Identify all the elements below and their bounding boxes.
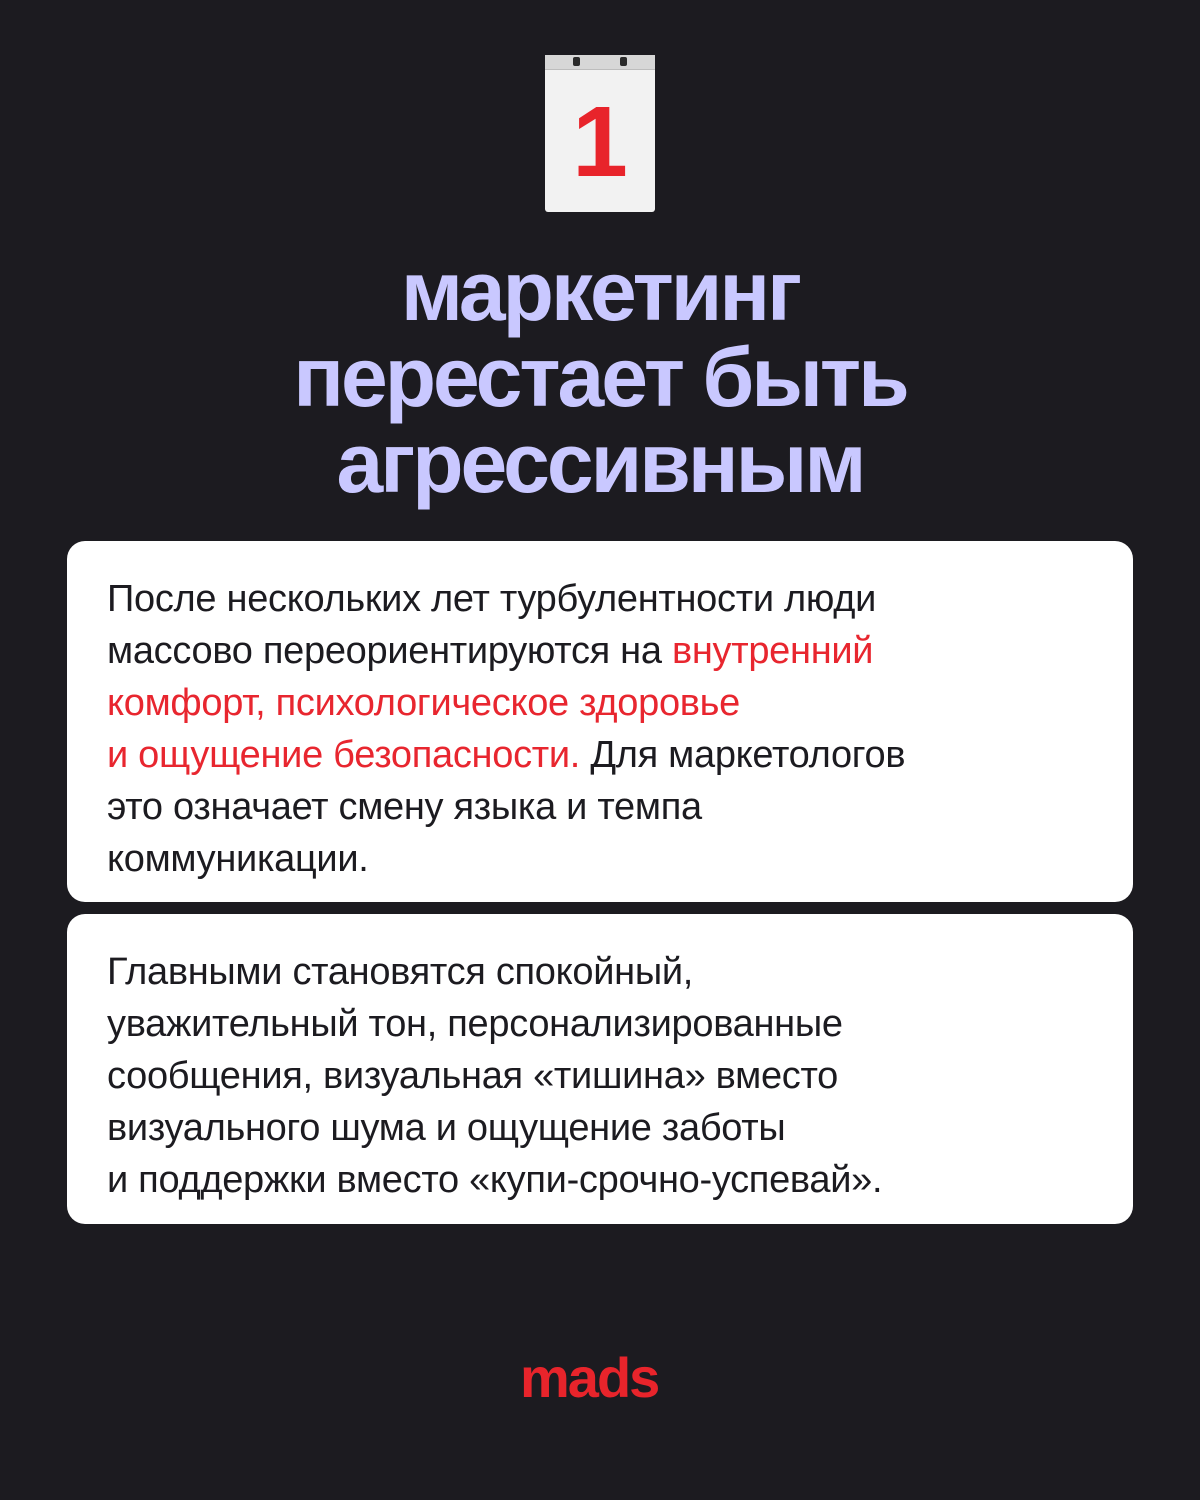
info-card-1-text (107, 573, 1093, 885)
card1-line-4-text: Для маркетологов (580, 734, 906, 776)
calendar-number: 1 (572, 86, 628, 198)
card2-line-4: визуального шума и ощущение заботы (107, 1107, 786, 1149)
card1-line-2-text: массово переориентируются на (107, 630, 672, 672)
brand-logo: mads (520, 1346, 659, 1409)
info-card-2 (67, 914, 1133, 1224)
info-card-1 (67, 541, 1133, 902)
binder-ring-right (620, 57, 627, 66)
headline-line-2: перестает быть (293, 330, 907, 424)
card2-line-5: и поддержки вместо «купи-срочно-успевай». (107, 1159, 883, 1201)
card1-line-6: коммуникации. (107, 838, 369, 880)
binder-ring-left (573, 57, 580, 66)
card1-highlight: внутренний (671, 630, 874, 672)
card1-line-4-highlight: и ощущение безопасности. (107, 734, 581, 776)
card1-line-3-highlight: комфорт, психологическое здоровье (107, 682, 741, 724)
card1-line-1: После нескольких лет турбулентности люди (107, 578, 877, 620)
card2-line-1: Главными становятся спокойный, (107, 951, 694, 993)
card1-line-4 (107, 729, 1093, 781)
headline-line-3: агрессивным (336, 416, 864, 510)
card2-line-3: сообщения, визуальная «тишина» вместо (107, 1055, 838, 1097)
card1-line-2 (107, 625, 1093, 677)
card1-line-5: это означает смену языка и темпа (107, 786, 702, 828)
card2-line-2: уважительный тон, персонализированные (107, 1003, 843, 1045)
calendar-binder (545, 55, 655, 70)
headline (0, 244, 1200, 510)
calendar-icon (545, 55, 655, 212)
info-card-2-text (107, 946, 1093, 1206)
headline-line-1: маркетинг (400, 244, 800, 338)
